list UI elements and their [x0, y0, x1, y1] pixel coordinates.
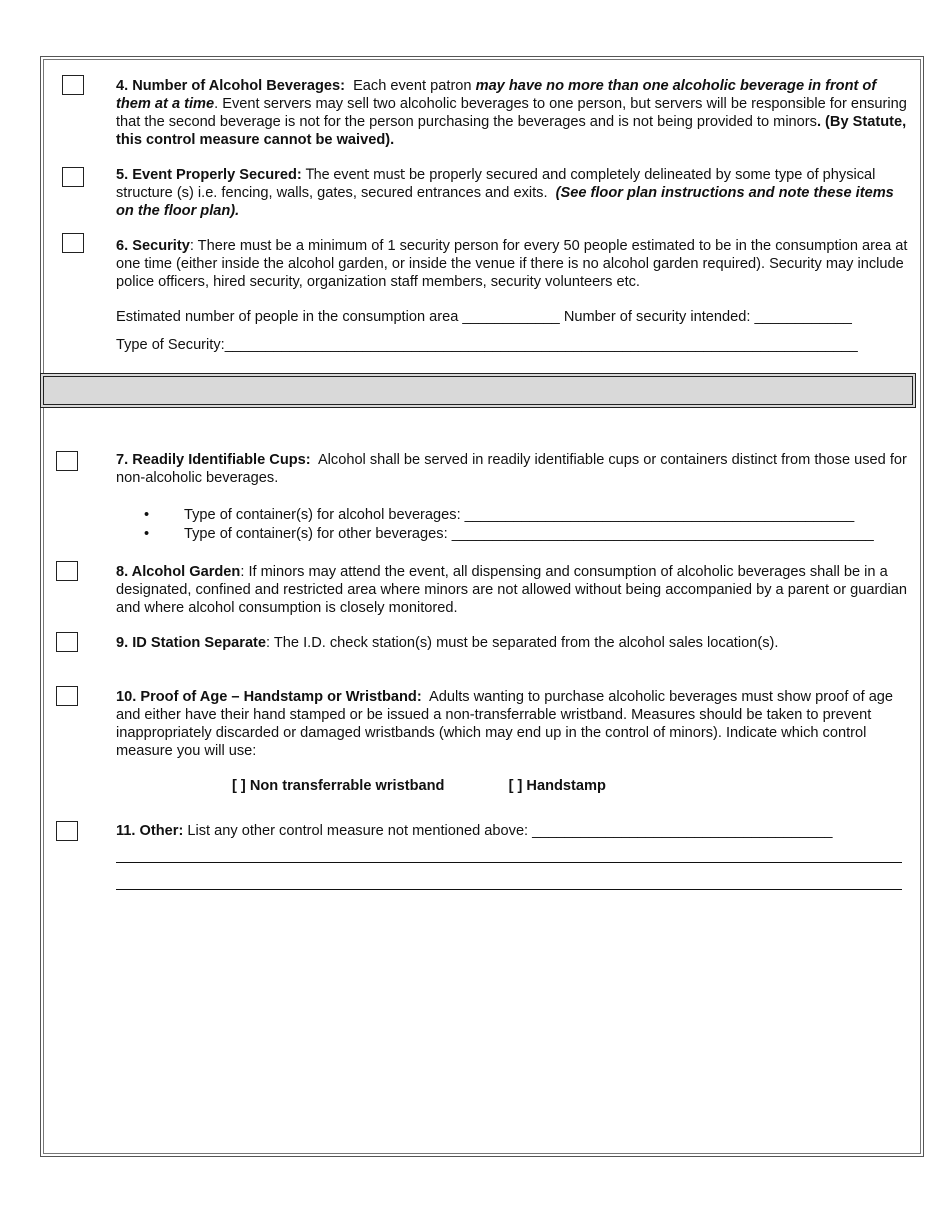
- item4-text-a: Each event patron: [353, 78, 472, 94]
- item9-block: [116, 634, 912, 652]
- item4-title: 4. Number of Alcohol Beverages:: [116, 78, 345, 94]
- extra-measures-banner: [40, 373, 916, 408]
- item11-line: [116, 822, 832, 840]
- handstamp-option[interactable]: [ ] Handstamp: [508, 778, 606, 794]
- item6-text: : There must be a minimum of 1 security person for every 50 people estimated to be in the consumption area at one time (either inside the alcohol garden, or inside the venue if there is no alcohol garden required). Security may include police officers, hired security, organization staff members, security volunteers etc.: [116, 238, 908, 290]
- item7-bullet-other-text: Type of container(s) for other beverages: ____________________________________________________: [184, 526, 874, 542]
- item4-text-b: . Event servers may sell two alcoholic beverages to one person, but servers will be responsible for ensuring that the second beverage is not for the person purchasing the beverages and is not being provided to minors: [116, 96, 907, 130]
- item4-statute: . (By Statute, this control measure cannot be waived).: [116, 114, 907, 148]
- item7-checkbox[interactable]: [56, 451, 78, 471]
- item4-checkbox[interactable]: [62, 75, 84, 95]
- item6-title: 6. Security: [116, 238, 190, 254]
- item6-type-line: Type of Security:______________________________________________________________________________: [116, 337, 858, 353]
- item11-blank-line-2[interactable]: [116, 889, 902, 890]
- item4-emphasis: may have no more than one alcoholic beverage in front of them at a time: [116, 78, 877, 112]
- item8-checkbox[interactable]: [56, 561, 78, 581]
- item10-options: [232, 777, 606, 795]
- item10-checkbox[interactable]: [56, 686, 78, 706]
- item6-checkbox[interactable]: [62, 233, 84, 253]
- item10-text: Adults wanting to purchase alcoholic beverages must show proof of age and either have their hand stamped or be issued a non-transferrable wristband. Measures should be taken to prevent inappropriately discarded or damaged wristbands (which may end up in the control of minors). Indicate which control measure you will use:: [116, 689, 894, 759]
- item11-title: 11. Other:: [116, 823, 184, 839]
- item5-narrow-text: The event must: [305, 166, 405, 183]
- item6-estimated-line: Estimated number of people in the consumption area ____________ Number of security intended: ____________: [116, 309, 852, 325]
- item7-block: [116, 451, 912, 487]
- wristband-option[interactable]: [ ] Non transferrable wristband: [232, 778, 445, 794]
- item11-text: List any other control measure not mentioned above: _____________________________________: [187, 823, 833, 839]
- item8-text: : If minors may attend the event, all dispensing and consumption of alcoholic beverages shall be in a designated, confined and restricted area where minors are not allowed without being accompanied by a parent or guardian and where alcohol consumption is closely monitored.: [116, 564, 907, 616]
- item7-text: Alcohol shall be served in readily identifiable cups or containers distinct from those used for non-alcoholic beverages.: [116, 452, 907, 486]
- item7-title: 7. Readily Identifiable Cups:: [116, 452, 311, 468]
- item10-block: [116, 688, 912, 760]
- item5-title: 5. Event Properly Secured:: [116, 167, 302, 183]
- item5-block: [116, 166, 912, 220]
- item6-block: [116, 237, 912, 291]
- item11-blank-line-1[interactable]: [116, 862, 902, 863]
- item7-bullet-alcohol-text: Type of container(s) for alcohol beverages: ________________________________________________: [184, 507, 855, 523]
- item9-checkbox[interactable]: [56, 632, 78, 652]
- item10-title: 10. Proof of Age – Handstamp or Wristband:: [116, 689, 422, 705]
- item8-title: 8. Alcohol Garden: [116, 564, 241, 580]
- item8-block: [116, 563, 912, 617]
- item9-title: 9. ID Station Separate: [116, 635, 267, 651]
- item5-emphasis: (See floor plan instructions and note these items on the floor plan).: [116, 185, 894, 219]
- item5-text: be properly secured and completely delineated by some type of physical structure (s) i.e. fencing, walls, gates, secured entrances and exits.: [116, 167, 876, 201]
- item4-block: [116, 77, 912, 149]
- item9-text: : The I.D. check station(s) must be separated from the alcohol sales location(s).: [266, 635, 779, 651]
- item11-checkbox[interactable]: [56, 821, 78, 841]
- item5-checkbox[interactable]: [62, 167, 84, 187]
